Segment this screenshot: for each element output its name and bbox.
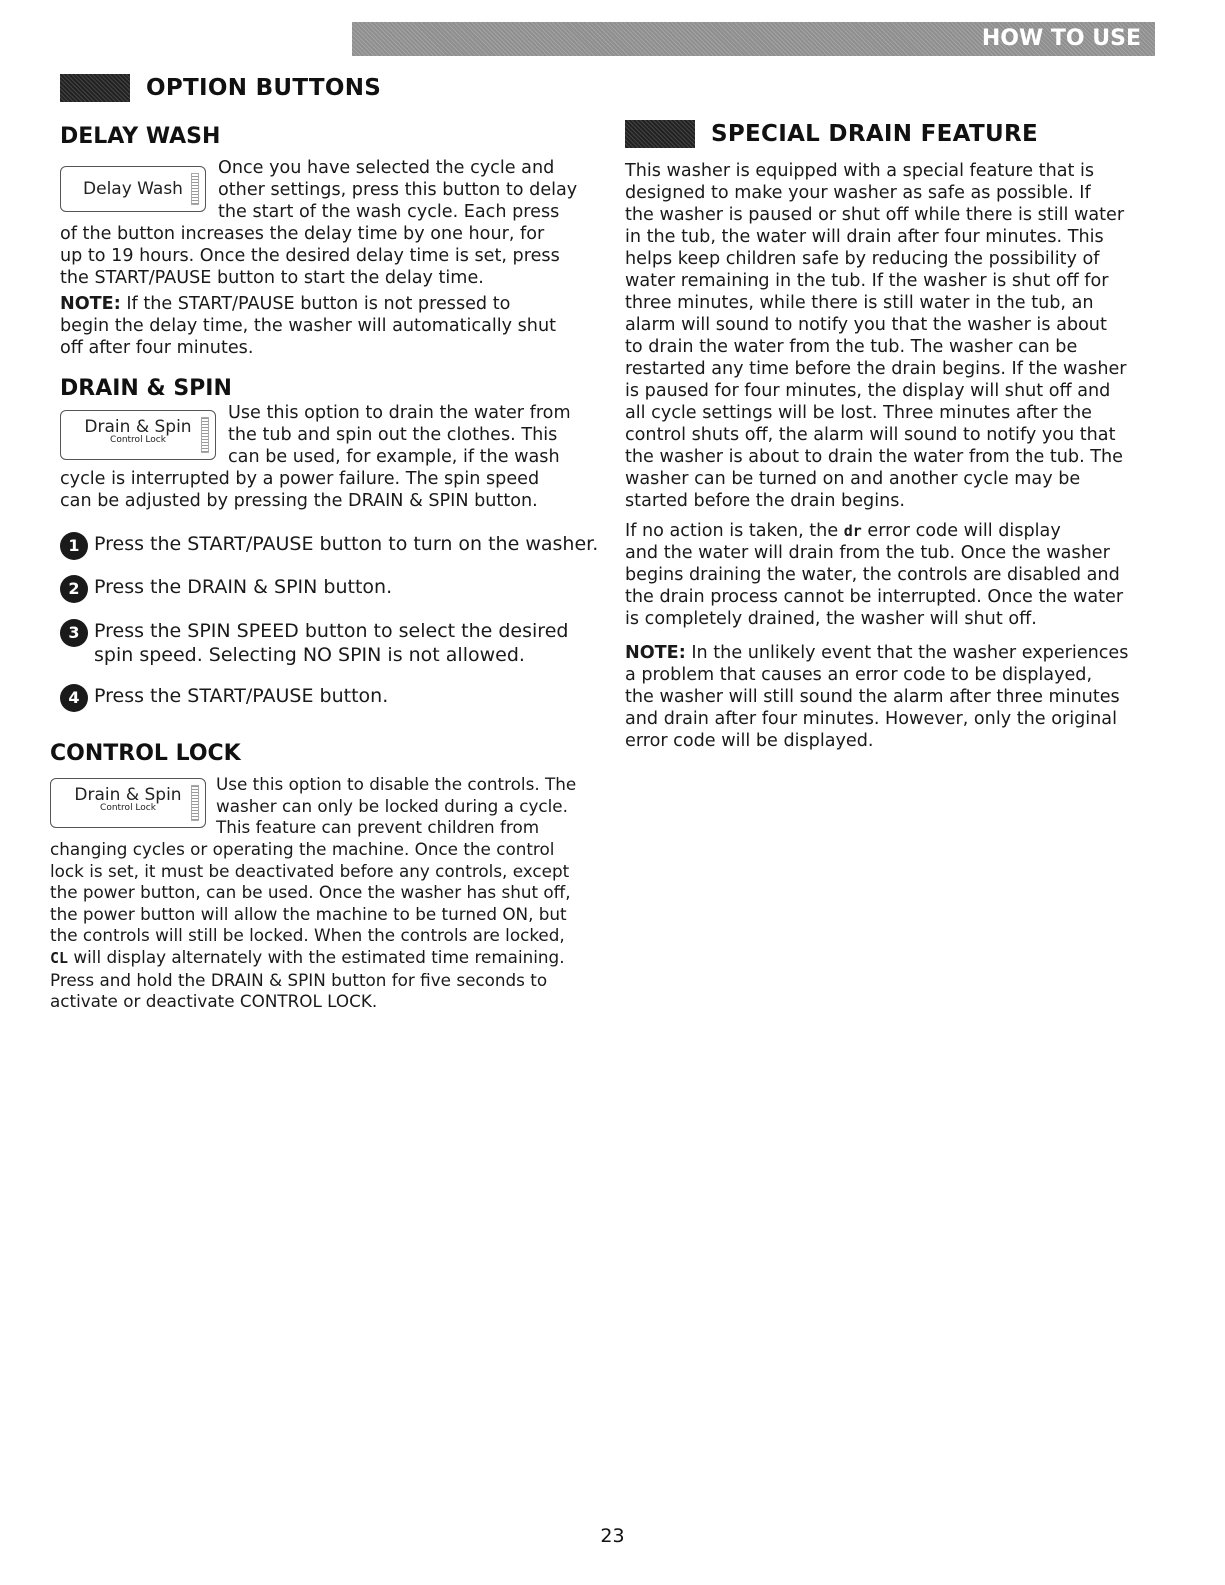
text-line: up to 19 hours. Once the desired delay time is set, press <box>60 246 560 266</box>
text-line: error code will be displayed. <box>625 731 874 751</box>
step-text: Press the START/PAUSE button. <box>94 685 389 707</box>
text-line: is paused for four minutes, the display will shut off and <box>625 381 1111 401</box>
step-text: Press the SPIN SPEED button to select the desired <box>94 620 569 642</box>
text-line: can be adjusted by pressing the DRAIN & SPIN button. <box>60 491 538 511</box>
text-line: water remaining in the tub. If the washer is shut off for <box>625 271 1109 291</box>
step-text: Press the DRAIN & SPIN button. <box>94 576 393 598</box>
step-4 <box>60 684 388 712</box>
special-drain-text-2 <box>625 520 1123 630</box>
text-line: in the tub, the water will drain after four minutes. This <box>625 227 1104 247</box>
special-drain-note <box>625 642 1128 752</box>
button-illustration-label: Drain & Spin <box>74 785 182 805</box>
text-line: washer can be turned on and another cycle may be <box>625 469 1081 489</box>
text-line: of the button increases the delay time by one hour, for <box>60 224 545 244</box>
delay-wash-button-illustration <box>60 166 206 212</box>
text-line: the washer is about to drain the water from the tub. The <box>625 447 1123 467</box>
step-text: Press the START/PAUSE button to turn on the washer. <box>94 533 599 555</box>
text-line: the drain process cannot be interrupted. Once the water <box>625 587 1124 607</box>
step-3 <box>60 619 568 667</box>
delay-wash-text-wrap <box>218 157 577 223</box>
text-line: the START/PAUSE button to start the delay time. <box>60 268 484 288</box>
text-line: activate or deactivate CONTROL LOCK. <box>50 991 378 1012</box>
button-illustration-sublabel: Control Lock <box>110 435 166 445</box>
button-illustration-label: Drain & Spin <box>84 417 192 437</box>
text-line: error code will display <box>861 521 1061 541</box>
text-line: designed to make your washer as safe as possible. If <box>625 183 1091 203</box>
text-line: lock is set, it must be deactivated before any controls, except <box>50 860 570 881</box>
text-line: changing cycles or operating the machine. Once the control <box>50 839 555 859</box>
text-line: will display alternately with the estimated time remaining. <box>68 946 565 967</box>
text-line: all cycle settings will be lost. Three minutes after the <box>625 403 1092 423</box>
text-line: the tub and spin out the clothes. This <box>228 425 558 445</box>
section-header-bar <box>352 22 1155 56</box>
step-number-icon: 4 <box>60 684 88 712</box>
grip-marks <box>191 173 199 205</box>
page-number: 23 <box>600 1525 625 1547</box>
drain-spin-text-wrap <box>228 402 571 468</box>
note-label: NOTE: <box>60 294 121 314</box>
text-line: the washer is paused or shut off while there is still water <box>625 205 1125 225</box>
text-line: This feature can prevent children from <box>216 817 540 838</box>
text-line: alarm will sound to notify you that the washer is about <box>625 315 1107 335</box>
text-line: can be used, for example, if the wash <box>228 447 560 467</box>
step-number-icon: 1 <box>60 532 88 560</box>
special-drain-heading: SPECIAL DRAIN FEATURE <box>625 120 1038 148</box>
text-line: Use this option to drain the water from <box>228 403 571 423</box>
text-line: the controls will still be locked. When the controls are locked, <box>50 925 565 946</box>
code-line <box>50 947 571 970</box>
button-illustration-label: Delay Wash <box>83 179 183 199</box>
button-illustration-sublabel: Control Lock <box>100 803 156 813</box>
delay-wash-note <box>60 293 556 359</box>
step-text: spin speed. Selecting NO SPIN is not allowed. <box>94 644 525 666</box>
text-line: washer can only be locked during a cycle. <box>216 795 568 816</box>
text-line: Press and hold the DRAIN & SPIN button for five seconds to <box>50 969 548 990</box>
drain-spin-heading: DRAIN & SPIN <box>60 376 232 401</box>
text-line: cycle is interrupted by a power failure. The spin speed <box>60 469 540 489</box>
note-line <box>625 642 1128 664</box>
grip-marks <box>191 785 199 821</box>
control-lock-heading: CONTROL LOCK <box>50 741 241 766</box>
text-line: a problem that causes an error code to be displayed, <box>625 665 1093 685</box>
note-line <box>60 293 556 315</box>
text-line: the washer will still sound the alarm after three minutes <box>625 687 1120 707</box>
text-line: the start of the wash cycle. Each press <box>218 202 560 222</box>
heading-marker <box>625 120 695 148</box>
text-line: Use this option to disable the controls. The <box>216 774 577 794</box>
text-line: the power button will allow the machine to be turned ON, but <box>50 903 567 924</box>
step-2 <box>60 575 392 603</box>
text-line: three minutes, while there is still water in the tub, an <box>625 293 1094 313</box>
text-line: other settings, press this button to delay <box>218 180 578 200</box>
note-text: In the unlikely event that the washer experiences <box>685 643 1129 663</box>
grip-marks <box>201 417 209 453</box>
text-line: helps keep children safe by reducing the possibility of <box>625 249 1100 269</box>
text-line: If no action is taken, the <box>625 521 844 541</box>
option-buttons-heading: OPTION BUTTONS <box>60 74 381 102</box>
text-line: to drain the water from the tub. The washer can be <box>625 337 1078 357</box>
text-line: control shuts off, the alarm will sound to notify you that <box>625 425 1116 445</box>
text-line: begins draining the water, the controls are disabled and <box>625 565 1120 585</box>
note-label: NOTE: <box>625 643 686 663</box>
control-lock-text <box>50 839 571 1013</box>
text-line: and drain after four minutes. However, only the original <box>625 709 1117 729</box>
text-line: This washer is equipped with a special feature that is <box>625 161 1095 181</box>
step-number-icon: 3 <box>60 619 88 647</box>
display-code: CL <box>50 948 69 967</box>
delay-wash-heading: DELAY WASH <box>60 124 221 149</box>
delay-wash-text <box>60 223 560 289</box>
code-line <box>625 520 1123 542</box>
control-lock-button-illustration <box>50 778 206 828</box>
header-tab-label: HOW TO USE <box>981 26 1141 51</box>
text-line: Once you have selected the cycle and <box>218 158 555 178</box>
display-code: dr <box>843 522 862 540</box>
drain-spin-text <box>60 468 539 512</box>
step-1 <box>60 532 598 560</box>
control-lock-text-wrap <box>216 774 576 839</box>
step-number-icon: 2 <box>60 575 88 603</box>
text-line: the power button, can be used. Once the washer has shut off, <box>50 882 571 903</box>
heading-marker <box>60 74 130 102</box>
text-line: off after four minutes. <box>60 338 254 358</box>
note-text: If the START/PAUSE button is not pressed to <box>120 294 511 314</box>
text-line: restarted any time before the drain begins. If the washer <box>625 359 1127 379</box>
text-line: begin the delay time, the washer will automatically shut <box>60 316 557 336</box>
text-line: started before the drain begins. <box>625 491 906 511</box>
special-drain-text <box>625 160 1127 512</box>
text-line: and the water will drain from the tub. Once the washer <box>625 543 1110 563</box>
text-line: is completely drained, the washer will shut off. <box>625 609 1037 629</box>
drain-spin-button-illustration <box>60 410 216 460</box>
